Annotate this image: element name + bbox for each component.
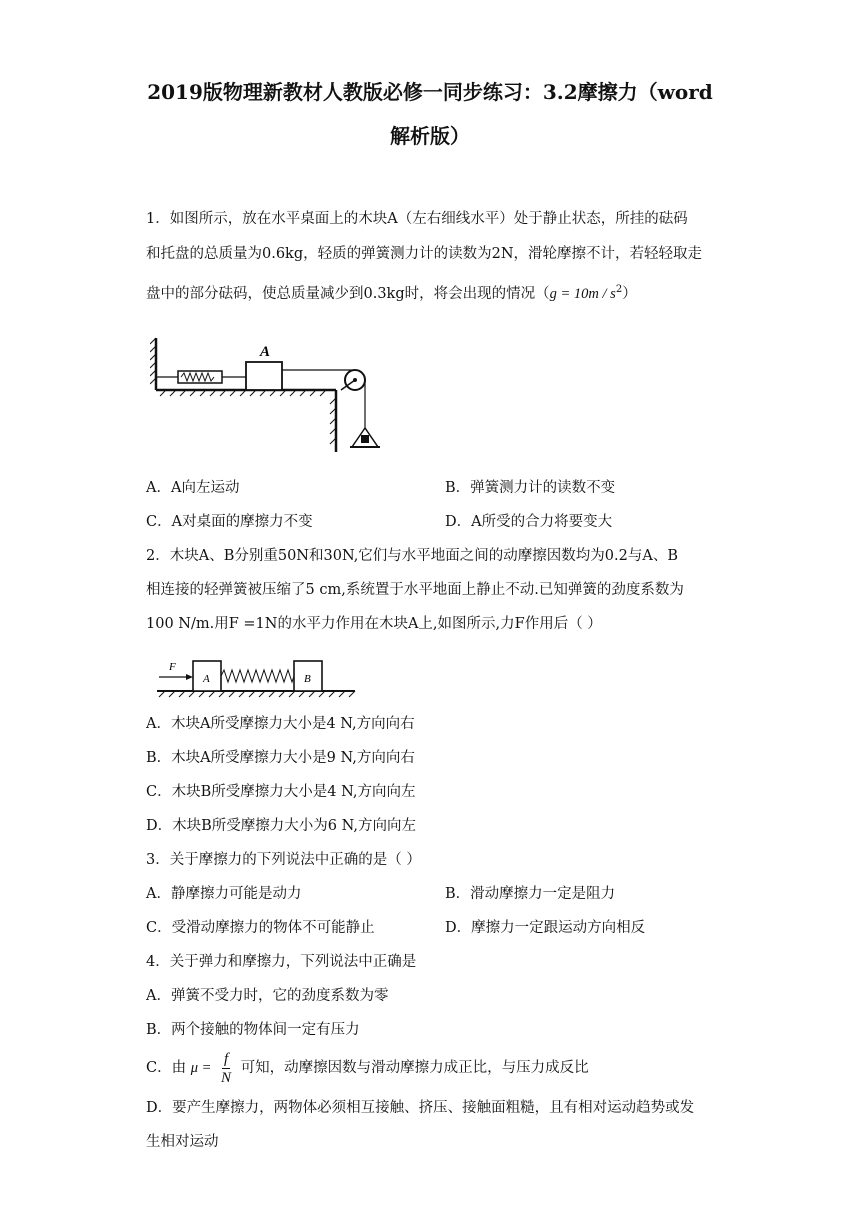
q1-stem-line-3 [146,280,637,304]
title-line-1: 2019版物理新教材人教版必修一同步练习：3.2摩擦力（word [147,80,713,104]
q3-option-a[interactable]: A．静摩擦力可能是动力 [146,886,302,902]
q1-stem-line-1: 1．如图所示，放在水平桌面上的木块A（左右细线水平）处于静止状态，所挂的砝码 [146,211,688,227]
block-a [246,362,282,390]
q2-option-b[interactable]: B．木块A所受摩擦力大小是9 N,方向向右 [146,750,415,766]
block-a-label: A [260,344,271,360]
q4-option-b[interactable]: B．两个接触的物体间一定有压力 [146,1022,360,1038]
q1-stem-text: 盘中的部分砝码，使总质量减少到0.3kg时，将会出现的情况（ [146,285,550,302]
q4-option-c[interactable] [146,1049,589,1087]
q2-figure [155,655,360,700]
q1-formula: g = 10m / s [549,285,616,302]
q2-stem-line-3: 100 N/m.用F =1N的水平力作用在木块A上,如图所示,力F作用后（ ） [146,616,602,632]
q4-mu-symbol: μ = [190,1060,212,1076]
q2-option-a[interactable]: A．木块A所受摩擦力大小是4 N,方向向右 [146,716,415,732]
block-b-label: B [304,673,311,685]
q4-fraction-numerator: f [223,1050,229,1067]
document-title [120,70,740,158]
block-a-label: A [203,673,210,685]
q1-option-c[interactable]: C．A对桌面的摩擦力不变 [146,514,313,530]
q4-option-d-line-1[interactable]: D．要产生摩擦力，两物体必须相互接触、挤压、接触面粗糙，且有相对运动趋势或发 [146,1100,695,1116]
q2-option-d[interactable]: D．木块B所受摩擦力大小为6 N,方向向左 [146,818,416,834]
q4-option-a[interactable]: A．弹簧不受力时，它的劲度系数为零 [146,988,389,1004]
q2-option-c[interactable]: C．木块B所受摩擦力大小是4 N,方向向左 [146,784,416,800]
q2-stem-line-1: 2．木块A、B分别重50N和30N,它们与水平地面之间的动摩擦因数均为0.2与A、B [146,548,678,564]
q1-formula-exponent: 2 [615,284,623,295]
q1-option-b[interactable]: B．弹簧测力计的读数不变 [445,480,616,496]
q1-stem-end: ） [622,285,637,302]
q3-stem: 3．关于摩擦力的下列说法中正确的是（ ） [146,852,421,868]
force-arrowhead [186,674,193,680]
q1-option-a[interactable]: A．A向左运动 [146,480,240,496]
q4-option-c-suffix: 可知，动摩擦因数与滑动摩擦力成正比，与压力成反比 [240,1060,589,1076]
weight [361,435,369,443]
q1-stem-line-2: 和托盘的总质量为0.6kg，轻质的弹簧测力计的读数为2N，滑轮摩擦不计，若轻轻取走 [146,246,703,262]
q1-figure [150,330,390,460]
q4-fraction-denominator: N [221,1069,232,1086]
q3-option-b[interactable]: B．滑动摩擦力一定是阻力 [445,886,616,902]
q4-stem: 4．关于弹力和摩擦力，下列说法中正确是 [146,954,417,970]
q4-option-c-prefix: C．由 [146,1060,187,1076]
force-label: F [169,661,176,673]
title-line-2: 解析版） [390,124,470,148]
q4-option-d-line-2[interactable]: 生相对运动 [146,1134,219,1150]
q3-option-d[interactable]: D．摩擦力一定跟运动方向相反 [445,920,646,936]
q1-option-d[interactable]: D．A所受的合力将要变大 [445,514,613,530]
q3-option-c[interactable]: C．受滑动摩擦力的物体不可能静止 [146,920,375,936]
q4-fraction [219,1050,233,1087]
q2-stem-line-2: 相连接的轻弹簧被压缩了5 cm,系统置于水平地面上静止不动.已知弹簧的劲度系数为 [146,582,684,598]
